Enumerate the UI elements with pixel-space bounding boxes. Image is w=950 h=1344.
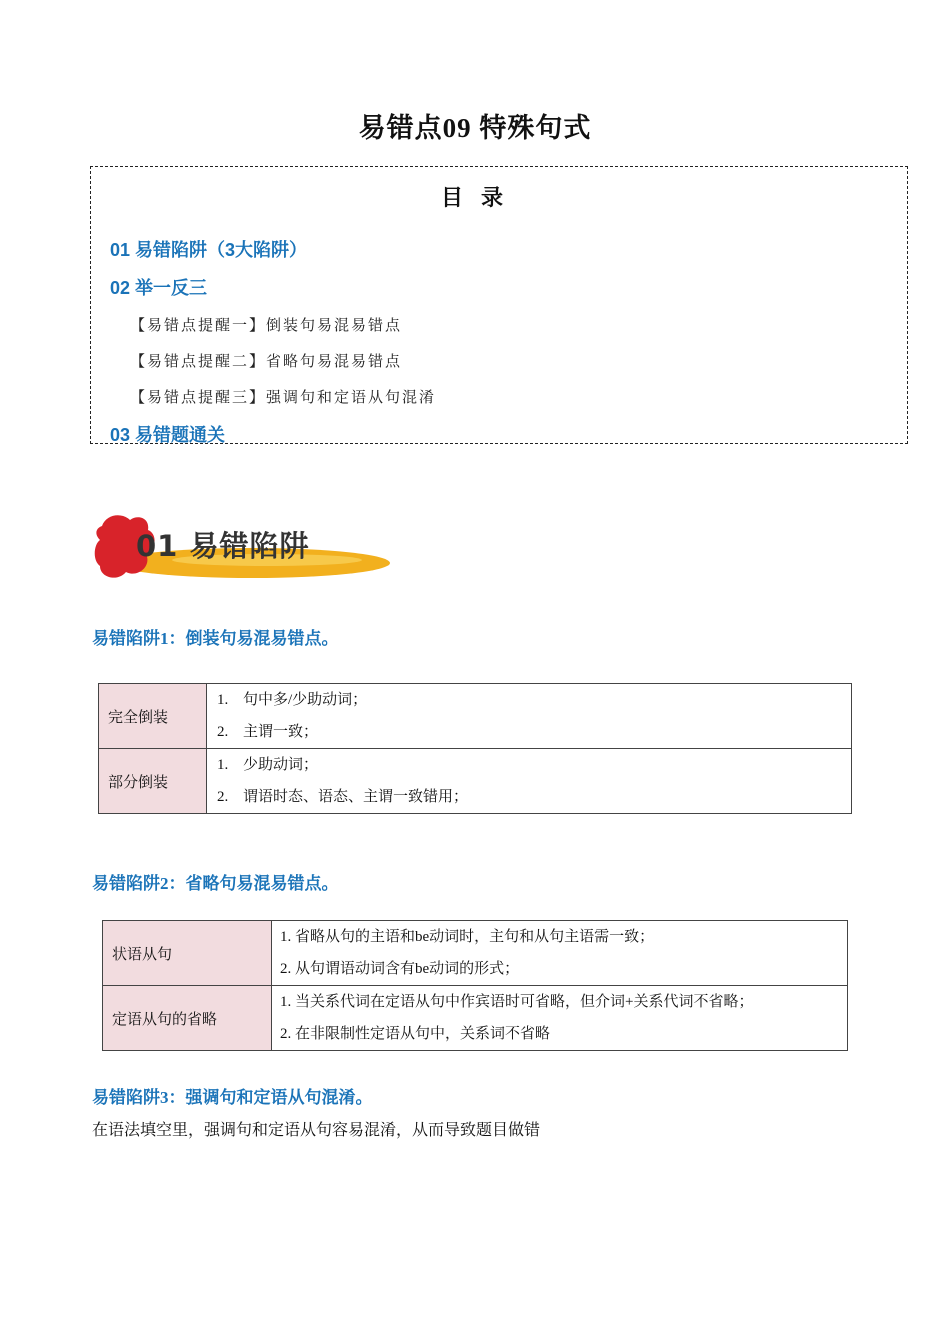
list-item: 2. 从句谓语动词含有be动词的形式； — [280, 961, 520, 977]
toc-item-traps[interactable]: 01 易错陷阱（3大陷阱） — [110, 240, 308, 260]
row-content — [272, 986, 848, 1051]
list-item: 1. 省略从句的主语和be动词时，主句和从句主语需一致； — [280, 929, 655, 945]
trap2-heading: 易错陷阱2：省略句易混易错点。 — [92, 874, 339, 893]
ellipsis-table — [102, 920, 848, 1051]
list-item: 1. 当关系代词在定语从句中作宾语时可省略，但介词+关系代词不省略； — [280, 994, 754, 1010]
toc-item-exercises[interactable]: 03 易错题通关 — [110, 425, 226, 445]
section-banner-title — [136, 524, 309, 565]
table-row — [103, 986, 848, 1051]
trap3-body-text: 在语法填空里，强调句和定语从句容易混淆，从而导致题目做错 — [92, 1122, 541, 1139]
row-content — [207, 684, 852, 749]
list-item: 1. 句中多/少助动词； — [217, 692, 368, 708]
toc-subitem-emphasis[interactable]: 【易错点提醒三】强调句和定语从句混淆 — [130, 388, 437, 406]
table-row — [99, 749, 852, 814]
toc-subitem-ellipsis[interactable]: 【易错点提醒二】省略句易混易错点 — [130, 352, 403, 370]
list-item: 2. 主谓一致； — [217, 724, 319, 740]
row-content — [207, 749, 852, 814]
toc-subitem-inversion[interactable]: 【易错点提醒一】倒装句易混易错点 — [130, 316, 403, 334]
table-row — [103, 921, 848, 986]
row-label-attributive-clause: 定语从句的省略 — [103, 986, 272, 1051]
banner-number: 01 — [136, 529, 179, 563]
document-title: 易错点09 特殊句式 — [358, 113, 592, 143]
list-item: 2. 在非限制性定语从句中，关系词不省略 — [280, 1026, 551, 1042]
row-label-adverbial-clause: 状语从句 — [103, 921, 272, 986]
toc-item-examples[interactable]: 02 举一反三 — [110, 278, 208, 298]
list-item: 2. 谓语时态、语态、主谓一致错用； — [217, 789, 469, 805]
table-row — [99, 684, 852, 749]
inversion-table — [98, 683, 852, 814]
row-label-full-inversion: 完全倒装 — [99, 684, 207, 749]
row-label-partial-inversion: 部分倒装 — [99, 749, 207, 814]
trap3-heading: 易错陷阱3：强调句和定语从句混淆。 — [92, 1088, 373, 1107]
toc-heading: 目 录 — [440, 185, 510, 210]
list-item: 1. 少助动词； — [217, 757, 319, 773]
trap1-heading: 易错陷阱1：倒装句易混易错点。 — [92, 629, 339, 648]
banner-label: 易错陷阱 — [189, 529, 310, 563]
row-content — [272, 921, 848, 986]
